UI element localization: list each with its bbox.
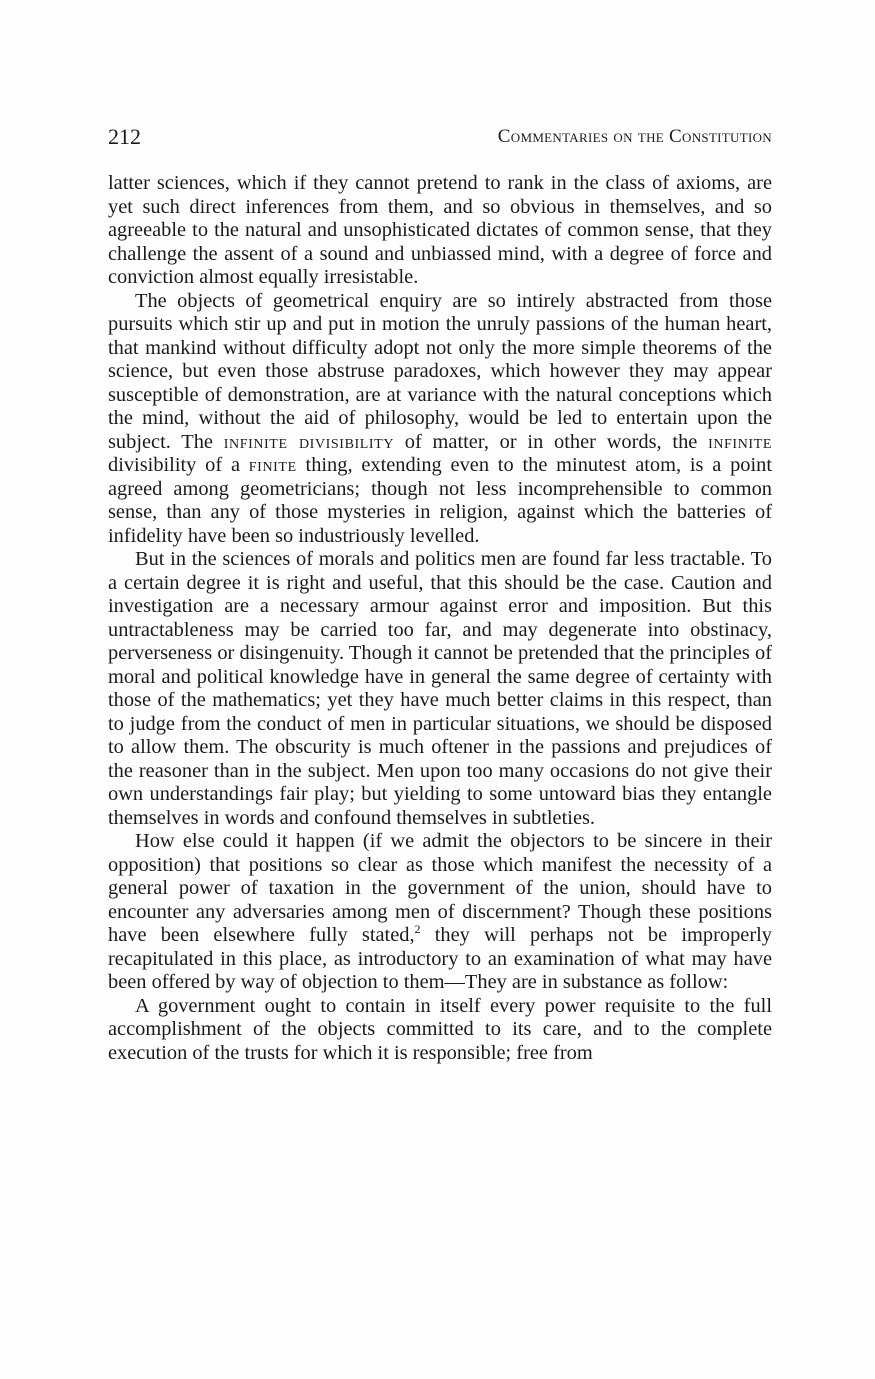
paragraph-3 xyxy=(108,548,772,830)
paragraph-3-text: But in the sciences of morals and politics men are found far less tractable. To a certain degree it is right and useful, that this should be the case. Caution and investigation are a necessary armour against error and imposition. But this untractableness may be carried too far, and may degenerate into obstinacy, perverseness or disingenuity. Though it cannot be pretended that the principles of moral and political knowledge have in general the same degree of certainty with those of the mathematics; yet they have much better claims in this respect, than to judge from the conduct of men in particular situations, we should be disposed to allow them. The obscurity is much oftener in the passions and prejudices of the reasoner than in the subject. Men upon too many occasions do not give their own understandings fair play; but yielding to some untoward bias they entangle themselves in words and confound themselves in subtleties. xyxy=(108,548,772,829)
small-caps-infinite: infinite xyxy=(708,430,772,453)
paragraph-2-text-c: divisibility of a xyxy=(108,454,249,476)
paragraph-4-text-b: they will perhaps not be improperly recapitulated in this place, as introductory to an examination of what may have been offered by way of objection to them—They are in substance as follow: xyxy=(108,924,772,993)
footnote-marker: 2 xyxy=(414,922,421,937)
paragraph-2 xyxy=(108,290,772,549)
paragraph-2-text-b: of matter, or in other words, the xyxy=(394,430,709,453)
page-header xyxy=(108,122,772,152)
paragraph-4 xyxy=(108,830,772,995)
paragraph-2-text-d: thing, extending even to the minutest atom, is a point agreed among geometricians; though not less incomprehensible to common sense, than any of those mysteries in religion, against which the batteries of infidelity have been so industriously levelled. xyxy=(108,454,772,547)
small-caps-finite: finite xyxy=(248,454,297,476)
paragraph-5-text: A government ought to contain in itself every power requisite to the full accomplishment of the objects committed to its care, and to the complete execution of the trusts for which it is responsible; free from xyxy=(108,994,772,1064)
paragraph-2-text-a: The objects of geometrical enquiry are so intirely abstracted from those pursuits which stir up and put in motion the unruly passions of the human heart, that mankind without difficulty adopt not only the more simple theorems of the science, but even those abstruse paradoxes, which however they may appear susceptible of demonstration, are at variance with the natural conceptions which the mind, without the aid of philosophy, would be led to entertain upon the subject. The xyxy=(108,289,772,453)
body-text xyxy=(108,172,772,1065)
paragraph-5 xyxy=(108,995,772,1066)
running-head: Commentaries on the Constitution xyxy=(497,126,772,147)
page-number: 212 xyxy=(108,124,141,149)
small-caps-infinite-divisibility: infinite divisibility xyxy=(223,430,395,453)
paragraph-1 xyxy=(108,172,772,290)
paragraph-4-text-a: How else could it happen (if we admit the objectors to be sincere in their opposition) that positions so clear as those which manifest the necessity of a general power of taxation in the government of the union, should have to encounter any adversaries among men of discernment? Though these positions have been elsewhere fully stated, xyxy=(108,830,772,946)
paragraph-1-text: latter sciences, which if they cannot pretend to rank in the class of axioms, are yet such direct inferences from them, and so obvious in themselves, and so agreeable to the natural and unsophisticated dictates of common sense, that they challenge the assent of a sound and unbiassed mind, with a degree of force and conviction almost equally irresistable. xyxy=(108,172,772,288)
